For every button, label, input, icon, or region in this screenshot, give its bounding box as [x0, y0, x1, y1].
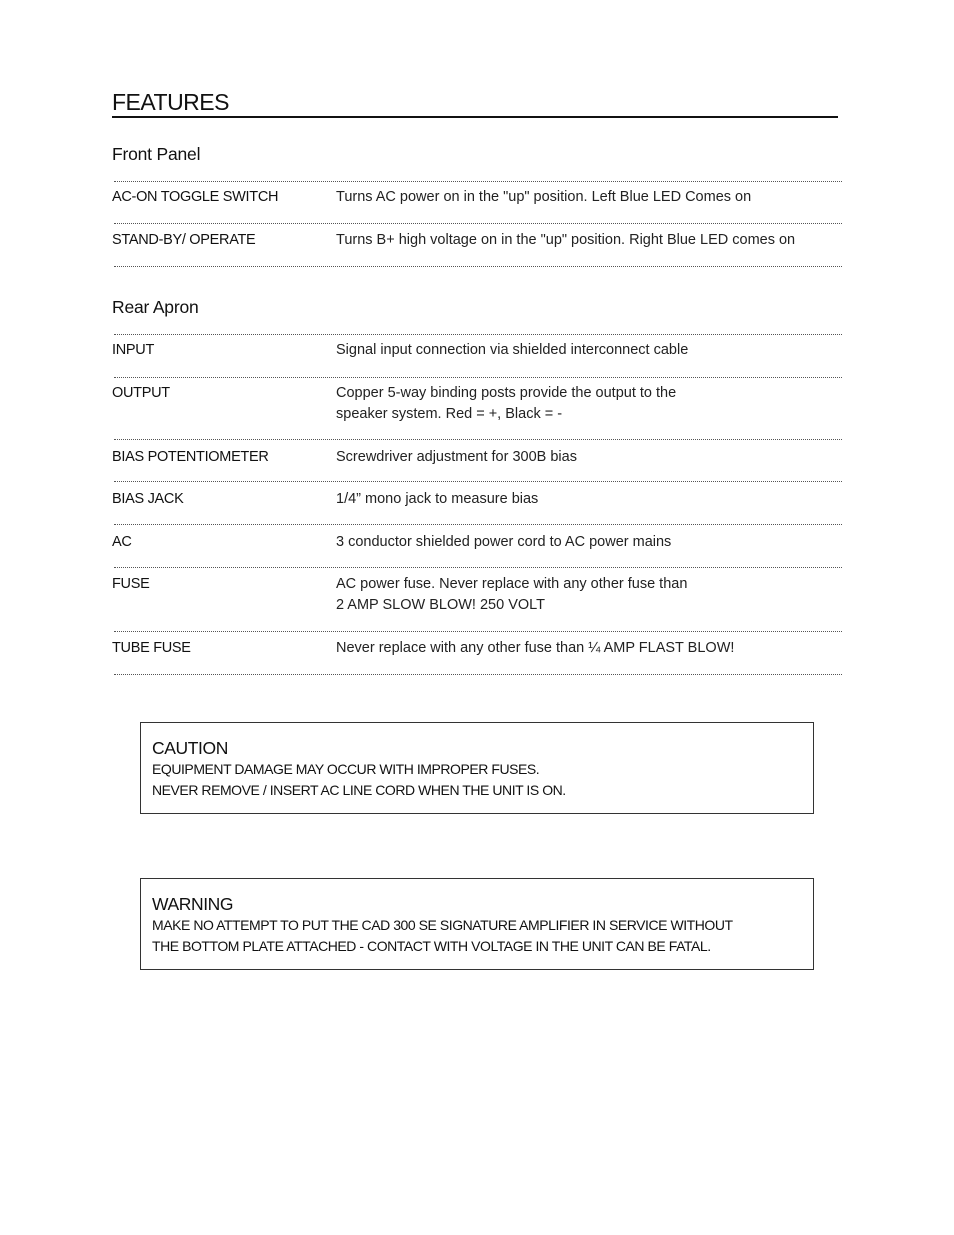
feature-description — [336, 532, 671, 553]
feature-description-line: 3 conductor shielded power cord to AC power mains — [336, 534, 672, 550]
page-title-text: FEATURES — [112, 89, 235, 115]
front-panel-heading: Front Panel — [112, 144, 201, 164]
divider — [114, 631, 842, 632]
feature-description — [336, 230, 795, 251]
feature-description-line: Turns AC power on in the "up" position. Left Blue LED Comes on — [336, 189, 752, 205]
feature-description — [336, 340, 688, 361]
page-title — [112, 86, 838, 118]
divider — [114, 481, 842, 482]
feature-label: AC-ON TOGGLE SWITCH — [112, 189, 279, 205]
feature-label: STAND-BY/ OPERATE — [112, 232, 256, 248]
feature-label: BIAS JACK — [112, 491, 184, 507]
warning-line: THE BOTTOM PLATE ATTACHED - CONTACT WITH VOLTAGE IN THE UNIT CAN BE FATAL. — [152, 938, 711, 954]
divider — [114, 181, 842, 182]
feature-label: BIAS POTENTIOMETER — [112, 449, 269, 465]
feature-description-line: Signal input connection via shielded interconnect cable — [336, 342, 689, 358]
caution-line: EQUIPMENT DAMAGE MAY OCCUR WITH IMPROPER FUSES. — [152, 761, 540, 777]
divider — [114, 377, 842, 378]
caution-heading: CAUTION — [152, 738, 228, 758]
feature-description — [336, 574, 687, 616]
feature-description-line: 2 AMP SLOW BLOW! 250 VOLT — [336, 597, 545, 613]
feature-label: FUSE — [112, 576, 150, 592]
divider — [114, 524, 842, 525]
warning-box — [140, 878, 814, 970]
feature-description-line: AC power fuse. Never replace with any other fuse than — [336, 576, 688, 592]
divider — [114, 223, 842, 224]
feature-description-line: 1/4” mono jack to measure bias — [336, 491, 539, 507]
caution-box — [140, 722, 814, 814]
warning-heading: WARNING — [152, 894, 234, 914]
feature-label: TUBE FUSE — [112, 640, 191, 656]
divider — [114, 266, 842, 267]
feature-description — [336, 447, 577, 468]
caution-line: NEVER REMOVE / INSERT AC LINE CORD WHEN THE UNIT IS ON. — [152, 782, 566, 798]
feature-label: OUTPUT — [112, 385, 170, 401]
divider — [114, 439, 842, 440]
feature-label: AC — [112, 534, 132, 550]
feature-description-line: Turns B+ high voltage on in the "up" position. Right Blue LED comes on — [336, 232, 796, 248]
warning-line: MAKE NO ATTEMPT TO PUT THE CAD 300 SE SIGNATURE AMPLIFIER IN SERVICE WITHOUT — [152, 917, 733, 933]
divider — [114, 567, 842, 568]
feature-description — [336, 187, 751, 208]
divider — [114, 334, 842, 335]
feature-description-line: Screwdriver adjustment for 300B bias — [336, 449, 577, 465]
feature-label: INPUT — [112, 342, 155, 358]
feature-description-line: speaker system. Red = +, Black = - — [336, 406, 563, 422]
feature-description — [336, 489, 538, 510]
divider — [114, 674, 842, 675]
feature-description — [336, 638, 734, 659]
feature-description-line: Never replace with any other fuse than ¼ AMP FLAST BLOW! — [336, 640, 735, 656]
rear-apron-heading: Rear Apron — [112, 297, 199, 317]
feature-description-line: Copper 5-way binding posts provide the output to the — [336, 385, 677, 401]
feature-description — [336, 383, 676, 425]
